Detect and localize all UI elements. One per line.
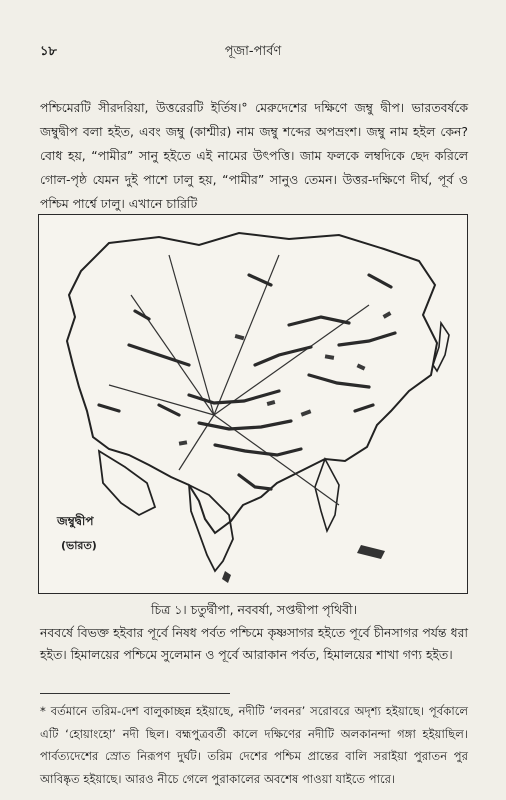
- map-label-jambudvipa: জম্বুদ্বীপ: [57, 514, 94, 528]
- arabian-peninsula: [99, 451, 155, 515]
- footnote: * বর্তমানে তরিম-দেশ বালুকাচ্ছন্ন হইয়াছে, নদীটি ‘লবনর’ সরোবরে অদৃশ্য হইয়াছে। পূর্বকালে এটি ‘হোয়াংহো’ নদী ছিল। বহ্মপুত্রবর্তী কালে দক্ষিণের নদীটি অলকানন্দা গঙ্গা হইয়াছিল। পার্বত্যদেশের স্রোত নিরূপণ দুর্ঘট। তরিম দেশের পশ্চিম প্রান্তের বালি সরাইয়া পুরাতন পুর আবিষ্কৃত হইয়াছে। আরও নীচে গেলে পুরাকালের অবশেষ পাওয়া যাইতে পারে।: [40, 704, 468, 786]
- page-number: ১৮: [40, 44, 57, 59]
- figure-note: নববর্ষে বিভক্ত হইবার পূর্বে নিষধ পর্বত পশ্চিমে কৃষ্ণসাগর হইতে পূর্বে চীনসাগর পর্যন্ত ধরা হইত। হিমালয়ের পশ্চিমে সুলেমান ও পূর্বে আরাকান পর্বত, হিমালয়ের শাখা গণ্য হইত।: [40, 625, 468, 662]
- figure-map: [38, 214, 468, 594]
- islands-southeast: [357, 545, 385, 559]
- footnote-rule: [40, 693, 230, 694]
- running-title: পূজা-পার্বণ: [224, 44, 282, 59]
- sri-lanka: [222, 571, 231, 583]
- southeast-asia: [315, 459, 339, 531]
- map-of-asia: [39, 215, 467, 593]
- figure-caption: চিত্র ১। চতুর্দ্বীপা, নববর্ষা, সপ্তদ্বীপা পৃথিবী।: [150, 602, 358, 617]
- page-header: [40, 42, 466, 62]
- map-label-bharat: (ভারত): [61, 539, 97, 552]
- body-text: [40, 96, 468, 216]
- body-paragraph: পশ্চিমেরটি সীরদরিয়া, উত্তরেরটি ইর্তিষ।° মেরুদেশের দক্ষিণে জম্বু দ্বীপ। ভারতবর্ষকে জম্বুদ্বীপ বলা হইত, এবং জম্বু (কাশ্মীর) নাম জম্বু শব্দের অপভ্রংশ। জম্বু নাম হইল কেন? বোধ হয়, “পামীর” সানু হইতে এই নামের উৎপত্তি। জাম ফলকে লম্বদিকে ছেদ করিলে গোল-পৃষ্ঠ যেমন দুই পাশে ঢালু হয়, “পামীর” সানুও তেমন। উত্তর-দক্ষিণে দীর্ঘ, পূর্ব ও পশ্চিম পার্শ্বে ঢালু। এখানে চারিটি: [40, 100, 468, 211]
